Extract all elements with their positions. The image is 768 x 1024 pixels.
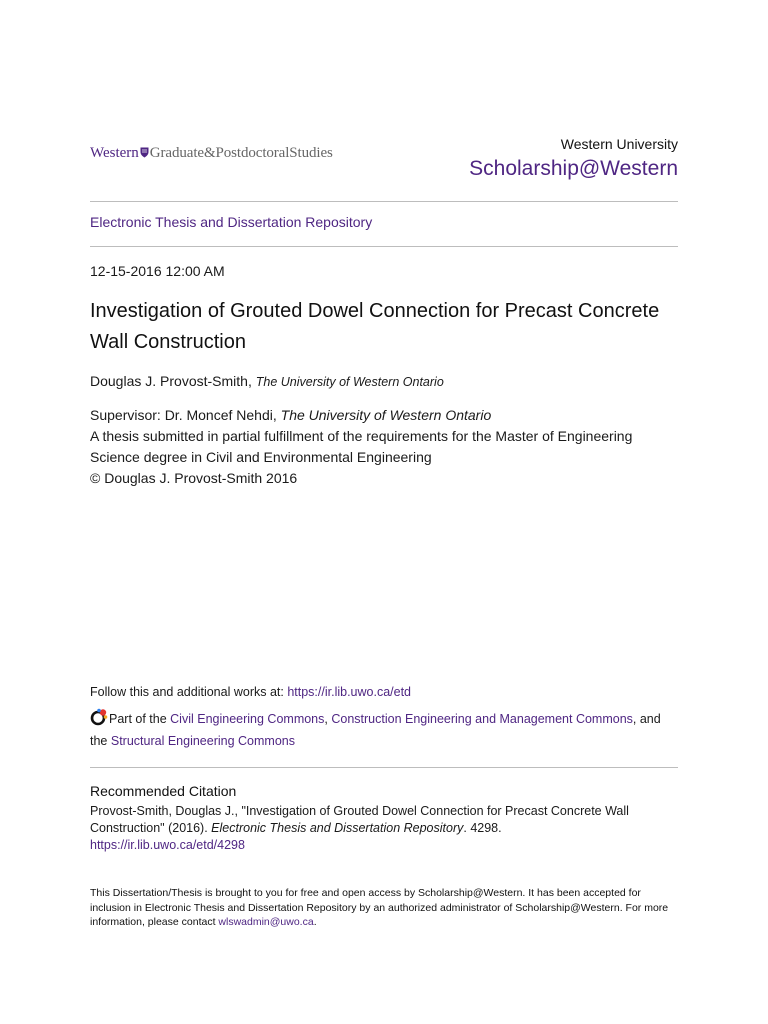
- follow-text: Follow this and additional works at:: [90, 685, 288, 699]
- logo-western-text: Western: [90, 145, 139, 161]
- scholarship-western-link[interactable]: Scholarship@Western: [469, 157, 678, 180]
- citation-number: . 4298.: [463, 821, 502, 835]
- period: .: [313, 916, 317, 928]
- thesis-title: Investigation of Grouted Dowel Connection for Precast Concrete Wall Construction: [90, 300, 660, 353]
- copyright: © Douglas J. Provost-Smith 2016: [90, 470, 298, 486]
- citation-url-link[interactable]: https://ir.lib.uwo.ca/etd/4298: [90, 838, 245, 852]
- citation-heading: Recommended Citation: [90, 783, 237, 799]
- header: [90, 136, 678, 186]
- publication-date: 12-15-2016 12:00 AM: [90, 263, 225, 279]
- structural-engineering-commons-link[interactable]: Structural Engineering Commons: [110, 734, 295, 748]
- supervisor-line: Supervisor: Dr. Moncef Nehdi, The University of Western Ontario: [90, 407, 492, 423]
- citation-body: Provost-Smith, Douglas J., "Investigation of Grouted Dowel Connection for Precast Concrete Wall Construction" (2016).: [90, 804, 629, 835]
- author-line: Douglas J. Provost-Smith, The University of Western Ontario: [90, 373, 444, 389]
- repository-link[interactable]: Electronic Thesis and Dissertation Repository: [90, 214, 373, 230]
- part-of-line: [90, 708, 678, 752]
- divider: [90, 246, 678, 247]
- degree-note: A thesis submitted in partial fulfillment of the requirements for the Master of Engineering Science degree in Civil and Environmental Engineering: [90, 428, 633, 465]
- divider: [90, 201, 678, 202]
- separator: ,: [324, 712, 332, 726]
- university-name: Western University: [560, 136, 678, 152]
- citation-text: [90, 803, 678, 854]
- civil-engineering-commons-link[interactable]: Civil Engineering Commons: [170, 712, 325, 726]
- author-affiliation: The University of Western Ontario: [255, 375, 444, 389]
- citation-series: Electronic Thesis and Dissertation Repository: [211, 821, 464, 835]
- digital-commons-network-icon: [90, 708, 108, 726]
- part-of-prefix: Part of the: [109, 712, 171, 726]
- western-gps-logo[interactable]: [90, 145, 333, 162]
- supervisor-affiliation: The University of Western Ontario: [280, 407, 492, 423]
- crest-icon: [140, 147, 149, 158]
- thesis-details: [90, 405, 678, 489]
- construction-engineering-commons-link[interactable]: Construction Engineering and Management Commons: [331, 712, 633, 726]
- contact-email-link[interactable]: wlswadmin@uwo.ca: [218, 916, 314, 928]
- supervisor-name: Supervisor: Dr. Moncef Nehdi: [90, 407, 273, 423]
- follow-line: [90, 685, 411, 699]
- separator: , and the: [90, 712, 661, 748]
- etd-collection-link[interactable]: https://ir.lib.uwo.ca/etd: [287, 685, 412, 699]
- divider: [90, 767, 678, 768]
- access-notice: [90, 886, 678, 930]
- access-notice-text: This Dissertation/Thesis is brought to you for free and open access by Scholarship@Western. It has been accepted for inclusion in Electronic Thesis and Dissertation Repository by an authorized administrator of Scholarship@Western. For more information, please contact: [90, 887, 669, 928]
- logo-gps-text: Graduate&PostdoctoralStudies: [149, 145, 333, 161]
- author-name: Douglas J. Provost-Smith: [90, 373, 248, 389]
